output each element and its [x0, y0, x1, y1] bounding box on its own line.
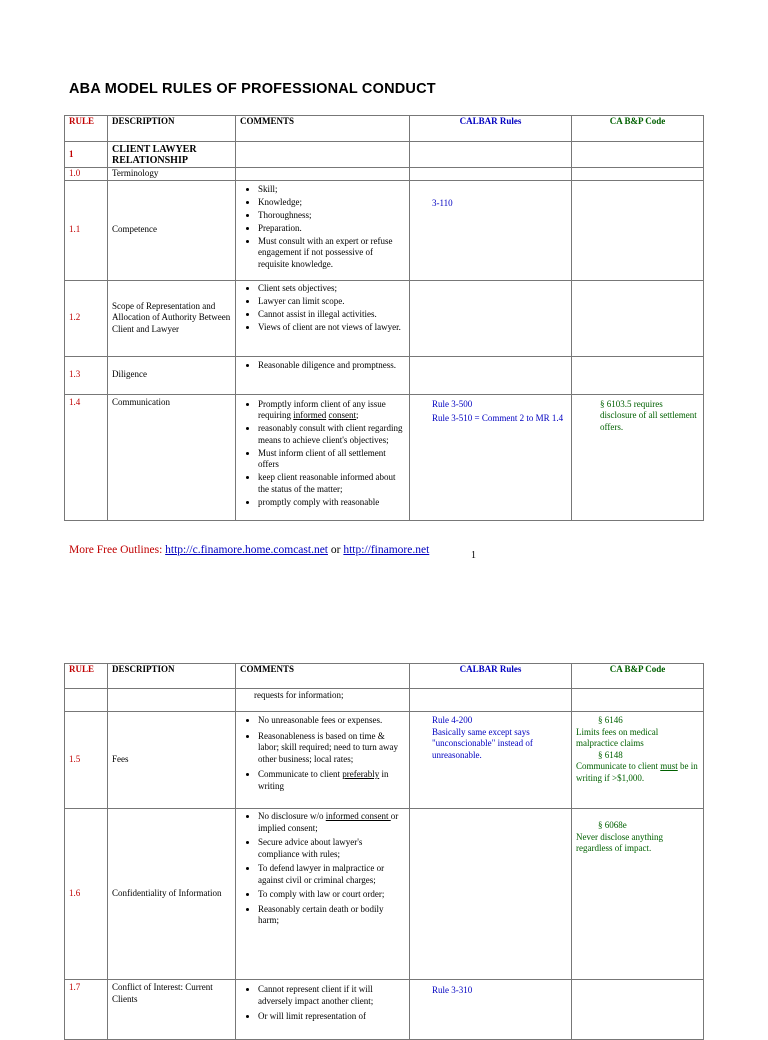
rule-number: 1.4: [65, 394, 108, 520]
comment-item: • Cannot assist in illegal activities.: [258, 309, 405, 321]
comment-item: • Skill;: [258, 184, 405, 196]
rule-description: Terminology: [108, 168, 236, 181]
footer: [69, 544, 429, 556]
comment-item: • Views of client are not views of lawyer.: [258, 322, 405, 334]
header-calbar: CALBAR Rules: [410, 664, 572, 689]
header-description: DESCRIPTION: [108, 116, 236, 142]
rule-description: Scope of Representation and Allocation of Authority Between Client and Lawyer: [108, 280, 236, 356]
comment-item: • Reasonable diligence and promptness.: [258, 360, 405, 372]
comment-item: • Must consult with an expert or refuse engagement if not possessive of requisite knowledge.: [258, 236, 405, 271]
comment-item: • To comply with law or court order;: [258, 889, 405, 901]
comments-list: [240, 399, 405, 509]
footer-label: More Free Outlines:: [69, 544, 166, 556]
calbar-rule: 3-110: [410, 180, 572, 280]
bp-code-section: § 6148: [598, 749, 623, 760]
document-title: ABA MODEL RULES OF PROFESSIONAL CONDUCT: [69, 81, 436, 97]
comments-list: [240, 283, 405, 334]
header-comments: COMMENTS: [236, 664, 410, 689]
footer-link-finamore[interactable]: http://finamore.net: [343, 544, 430, 556]
comment-item: • Thoroughness;: [258, 210, 405, 222]
header-bp-code: CA B&P Code: [572, 116, 704, 142]
footer-link-comcast[interactable]: http://c.finamore.home.comcast.net: [165, 544, 329, 556]
comment-item: • Promptly inform client of any issue requiring informed consent;: [258, 399, 405, 422]
comments-list: [240, 184, 405, 271]
comment-item: • To defend lawyer in malpractice or against civil or criminal charges;: [258, 863, 405, 886]
comment-item: • promptly comply with reasonable: [258, 497, 405, 509]
comment-item: • Reasonably certain death or bodily harm;: [258, 904, 405, 927]
comment-item: • No disclosure w/o informed consent or implied consent;: [258, 811, 405, 834]
comment-item: • Preparation.: [258, 223, 405, 235]
comment-item: • keep client reasonable informed about the status of the matter;: [258, 472, 405, 495]
page-number: 1: [471, 550, 476, 561]
rule-number: 1.1: [65, 180, 108, 280]
rule-number: 1.5: [65, 712, 108, 809]
continued-comment: requests for information;: [236, 689, 410, 712]
rule-number: 1.3: [65, 356, 108, 394]
rules-table-page-1: [64, 115, 704, 521]
bp-code-note: Limits fees on medical malpractice claims: [576, 726, 659, 748]
comments-list: [240, 984, 405, 1023]
comment-item: • Lawyer can limit scope.: [258, 296, 405, 308]
comment-item: • No unreasonable fees or expenses.: [258, 715, 405, 727]
rules-table-page-2: [64, 663, 704, 1040]
bp-code-note: Communicate to client must be in writing if >$1,000.: [576, 761, 698, 783]
comments-list: [240, 811, 405, 927]
header-comments: COMMENTS: [236, 116, 410, 142]
bp-code-section: § 6146: [598, 715, 623, 725]
bp-code-section: § 6068e: [598, 820, 627, 830]
section-name: CLIENT LAWYER RELATIONSHIP: [108, 142, 236, 168]
header-description: DESCRIPTION: [108, 664, 236, 689]
rule-number: 1.7: [65, 980, 108, 1040]
bp-code-note: Never disclose anything regardless of impact.: [576, 831, 663, 853]
rule-number: 1.0: [65, 168, 108, 181]
comment-item: • Client sets objectives;: [258, 283, 405, 295]
rule-description: Confidentiality of Information: [108, 809, 236, 980]
section-number: 1: [65, 142, 108, 168]
header-calbar: CALBAR Rules: [410, 116, 572, 142]
comments-list: [240, 360, 405, 372]
calbar-note: Basically same except says "unconscionable" instead of unreasonable.: [432, 726, 533, 760]
comment-item: • Reasonableness is based on time & labor; skill required; need to turn away other business; local rates;: [258, 731, 405, 766]
header-bp-code: CA B&P Code: [572, 664, 704, 689]
rule-description: Diligence: [108, 356, 236, 394]
comment-item: • reasonably consult with client regarding means to achieve client's objectives;: [258, 423, 405, 446]
header-rule: RULE: [65, 664, 108, 689]
calbar-rule: Rule 3-500: [432, 398, 473, 409]
bp-code-note: § 6103.5 requires disclosure of all settlement offers.: [572, 394, 704, 520]
rule-number: 1.6: [65, 809, 108, 980]
rule-number: 1.2: [65, 280, 108, 356]
footer-or: or: [328, 544, 344, 556]
calbar-note: Rule 3-510 = Comment 2 to MR 1.4: [432, 413, 564, 423]
comment-item: • Knowledge;: [258, 197, 405, 209]
comment-item: • Secure advice about lawyer's compliance with rules;: [258, 837, 405, 860]
rule-description: Conflict of Interest: Current Clients: [108, 980, 236, 1040]
rule-description: Communication: [108, 394, 236, 520]
calbar-rule: Rule 4-200: [432, 715, 473, 725]
calbar-rule: Rule 3-310: [410, 980, 572, 1040]
rule-description: Competence: [108, 180, 236, 280]
comment-item: • Communicate to client preferably in writing: [258, 769, 405, 792]
comment-item: • Must inform client of all settlement offers: [258, 448, 405, 471]
comment-item: • Cannot represent client if it will adversely impact another client;: [258, 984, 405, 1007]
comment-item: • Or will limit representation of: [258, 1011, 405, 1023]
rule-description: Fees: [108, 712, 236, 809]
comments-list: [240, 715, 405, 792]
header-rule: RULE: [65, 116, 108, 142]
